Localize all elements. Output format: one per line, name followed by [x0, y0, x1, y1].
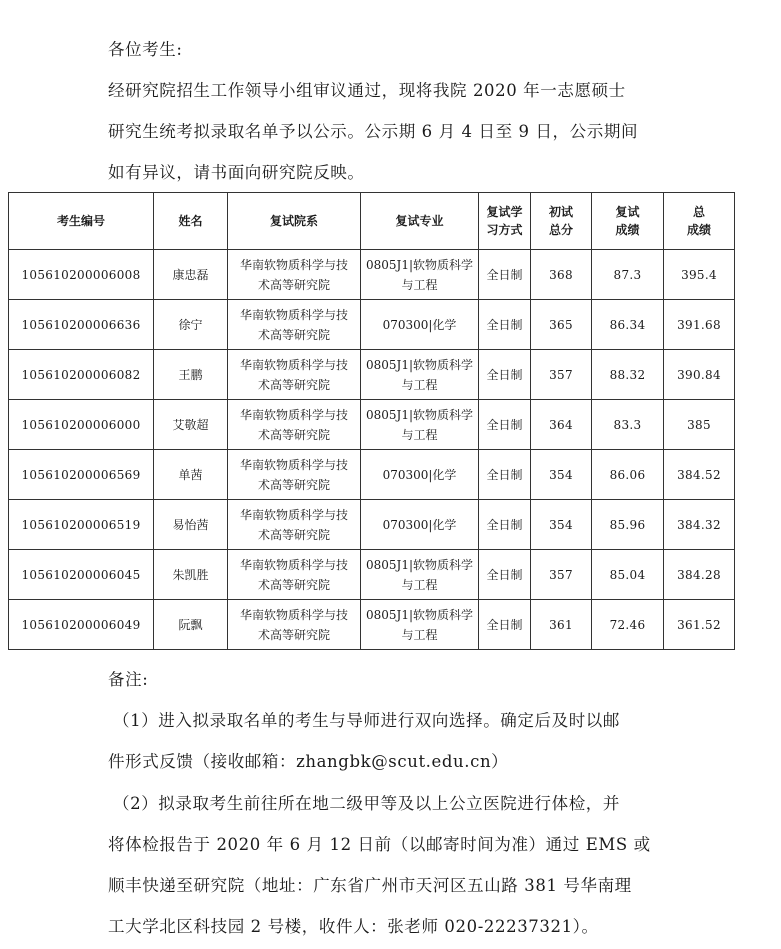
cell-id: 105610200006519 — [9, 500, 154, 550]
cell-total: 391.68 — [664, 300, 735, 350]
cell-total: 384.28 — [664, 550, 735, 600]
cell-id: 105610200006008 — [9, 250, 154, 300]
table-row — [9, 400, 735, 450]
cell-initial: 357 — [531, 550, 592, 600]
note-2-line-2: 将体检报告于 2020 年 6 月 12 日前（以邮寄时间为准）通过 EMS 或 — [108, 835, 651, 854]
table-row — [9, 500, 735, 550]
table-row — [9, 550, 735, 600]
intro-line-1: 经研究院招生工作领导小组审议通过，现将我院 2020 年一志愿硕士 — [108, 81, 626, 100]
cell-mode: 全日制 — [479, 500, 531, 550]
cell-name: 朱凯胜 — [154, 550, 228, 600]
cell-dept: 华南软物质科学与技 术高等研究院 — [228, 600, 361, 650]
cell-id: 105610200006045 — [9, 550, 154, 600]
cell-initial: 354 — [531, 500, 592, 550]
header-retest: 复试 成绩 — [592, 193, 664, 250]
cell-name: 艾敬超 — [154, 400, 228, 450]
header-dept: 复试院系 — [228, 193, 361, 250]
table-row — [9, 600, 735, 650]
cell-name: 单茜 — [154, 450, 228, 500]
note-2-line-1: （2）拟录取考生前往所在地二级甲等及以上公立医院进行体检，并 — [113, 794, 620, 813]
table-row — [9, 450, 735, 500]
cell-initial: 357 — [531, 350, 592, 400]
cell-mode: 全日制 — [479, 400, 531, 450]
cell-dept: 华南软物质科学与技 术高等研究院 — [228, 300, 361, 350]
header-id: 考生编号 — [9, 193, 154, 250]
cell-initial: 354 — [531, 450, 592, 500]
cell-name: 王鹏 — [154, 350, 228, 400]
intro-line-2: 研究生统考拟录取名单予以公示。公示期 6 月 4 日至 9 日，公示期间 — [108, 122, 639, 141]
cell-major: 0805J1|软物质科学 与工程 — [361, 350, 479, 400]
table-row — [9, 350, 735, 400]
table-row — [9, 250, 735, 300]
cell-major: 0805J1|软物质科学 与工程 — [361, 600, 479, 650]
cell-retest: 72.46 — [592, 600, 664, 650]
cell-retest: 86.34 — [592, 300, 664, 350]
cell-retest: 85.96 — [592, 500, 664, 550]
table-header-row — [9, 193, 735, 250]
cell-mode: 全日制 — [479, 250, 531, 300]
cell-total: 395.4 — [664, 250, 735, 300]
cell-name: 康忠磊 — [154, 250, 228, 300]
cell-name: 阮飘 — [154, 600, 228, 650]
admission-table — [8, 192, 735, 650]
cell-mode: 全日制 — [479, 600, 531, 650]
note-1-line-2: 件形式反馈（接收邮箱：zhangbk@scut.edu.cn） — [108, 752, 509, 771]
cell-initial: 361 — [531, 600, 592, 650]
cell-total: 390.84 — [664, 350, 735, 400]
cell-retest: 85.04 — [592, 550, 664, 600]
cell-major: 0805J1|软物质科学 与工程 — [361, 550, 479, 600]
cell-dept: 华南软物质科学与技 术高等研究院 — [228, 450, 361, 500]
cell-initial: 365 — [531, 300, 592, 350]
cell-dept: 华南软物质科学与技 术高等研究院 — [228, 400, 361, 450]
cell-dept: 华南软物质科学与技 术高等研究院 — [228, 350, 361, 400]
header-total: 总 成绩 — [664, 193, 735, 250]
cell-dept: 华南软物质科学与技 术高等研究院 — [228, 550, 361, 600]
cell-id: 105610200006000 — [9, 400, 154, 450]
header-major: 复试专业 — [361, 193, 479, 250]
cell-retest: 88.32 — [592, 350, 664, 400]
cell-mode: 全日制 — [479, 350, 531, 400]
header-mode: 复试学 习方式 — [479, 193, 531, 250]
header-name: 姓名 — [154, 193, 228, 250]
cell-total: 384.32 — [664, 500, 735, 550]
note-1-line-1: （1）进入拟录取名单的考生与导师进行双向选择。确定后及时以邮 — [113, 711, 620, 730]
cell-name: 易怡茜 — [154, 500, 228, 550]
cell-id: 105610200006569 — [9, 450, 154, 500]
cell-total: 384.52 — [664, 450, 735, 500]
note-2-line-3: 顺丰快递至研究院（地址：广东省广州市天河区五山路 381 号华南理 — [108, 876, 632, 895]
cell-total: 385 — [664, 400, 735, 450]
cell-major: 0805J1|软物质科学 与工程 — [361, 250, 479, 300]
cell-name: 徐宁 — [154, 300, 228, 350]
header-initial: 初试 总分 — [531, 193, 592, 250]
cell-mode: 全日制 — [479, 300, 531, 350]
cell-id: 105610200006636 — [9, 300, 154, 350]
salutation: 各位考生: — [108, 40, 183, 59]
intro-line-3: 如有异议，请书面向研究院反映。 — [108, 163, 365, 182]
cell-major: 070300|化学 — [361, 300, 479, 350]
cell-retest: 86.06 — [592, 450, 664, 500]
cell-initial: 368 — [531, 250, 592, 300]
notes-heading: 备注: — [108, 670, 149, 689]
note-2-line-4: 工大学北区科技园 2 号楼，收件人：张老师 020-22237321）。 — [108, 917, 599, 936]
cell-id: 105610200006049 — [9, 600, 154, 650]
cell-retest: 83.3 — [592, 400, 664, 450]
cell-retest: 87.3 — [592, 250, 664, 300]
cell-id: 105610200006082 — [9, 350, 154, 400]
cell-major: 070300|化学 — [361, 500, 479, 550]
cell-mode: 全日制 — [479, 450, 531, 500]
cell-dept: 华南软物质科学与技 术高等研究院 — [228, 250, 361, 300]
cell-initial: 364 — [531, 400, 592, 450]
cell-dept: 华南软物质科学与技 术高等研究院 — [228, 500, 361, 550]
table-row — [9, 300, 735, 350]
cell-major: 0805J1|软物质科学 与工程 — [361, 400, 479, 450]
cell-total: 361.52 — [664, 600, 735, 650]
cell-mode: 全日制 — [479, 550, 531, 600]
cell-major: 070300|化学 — [361, 450, 479, 500]
